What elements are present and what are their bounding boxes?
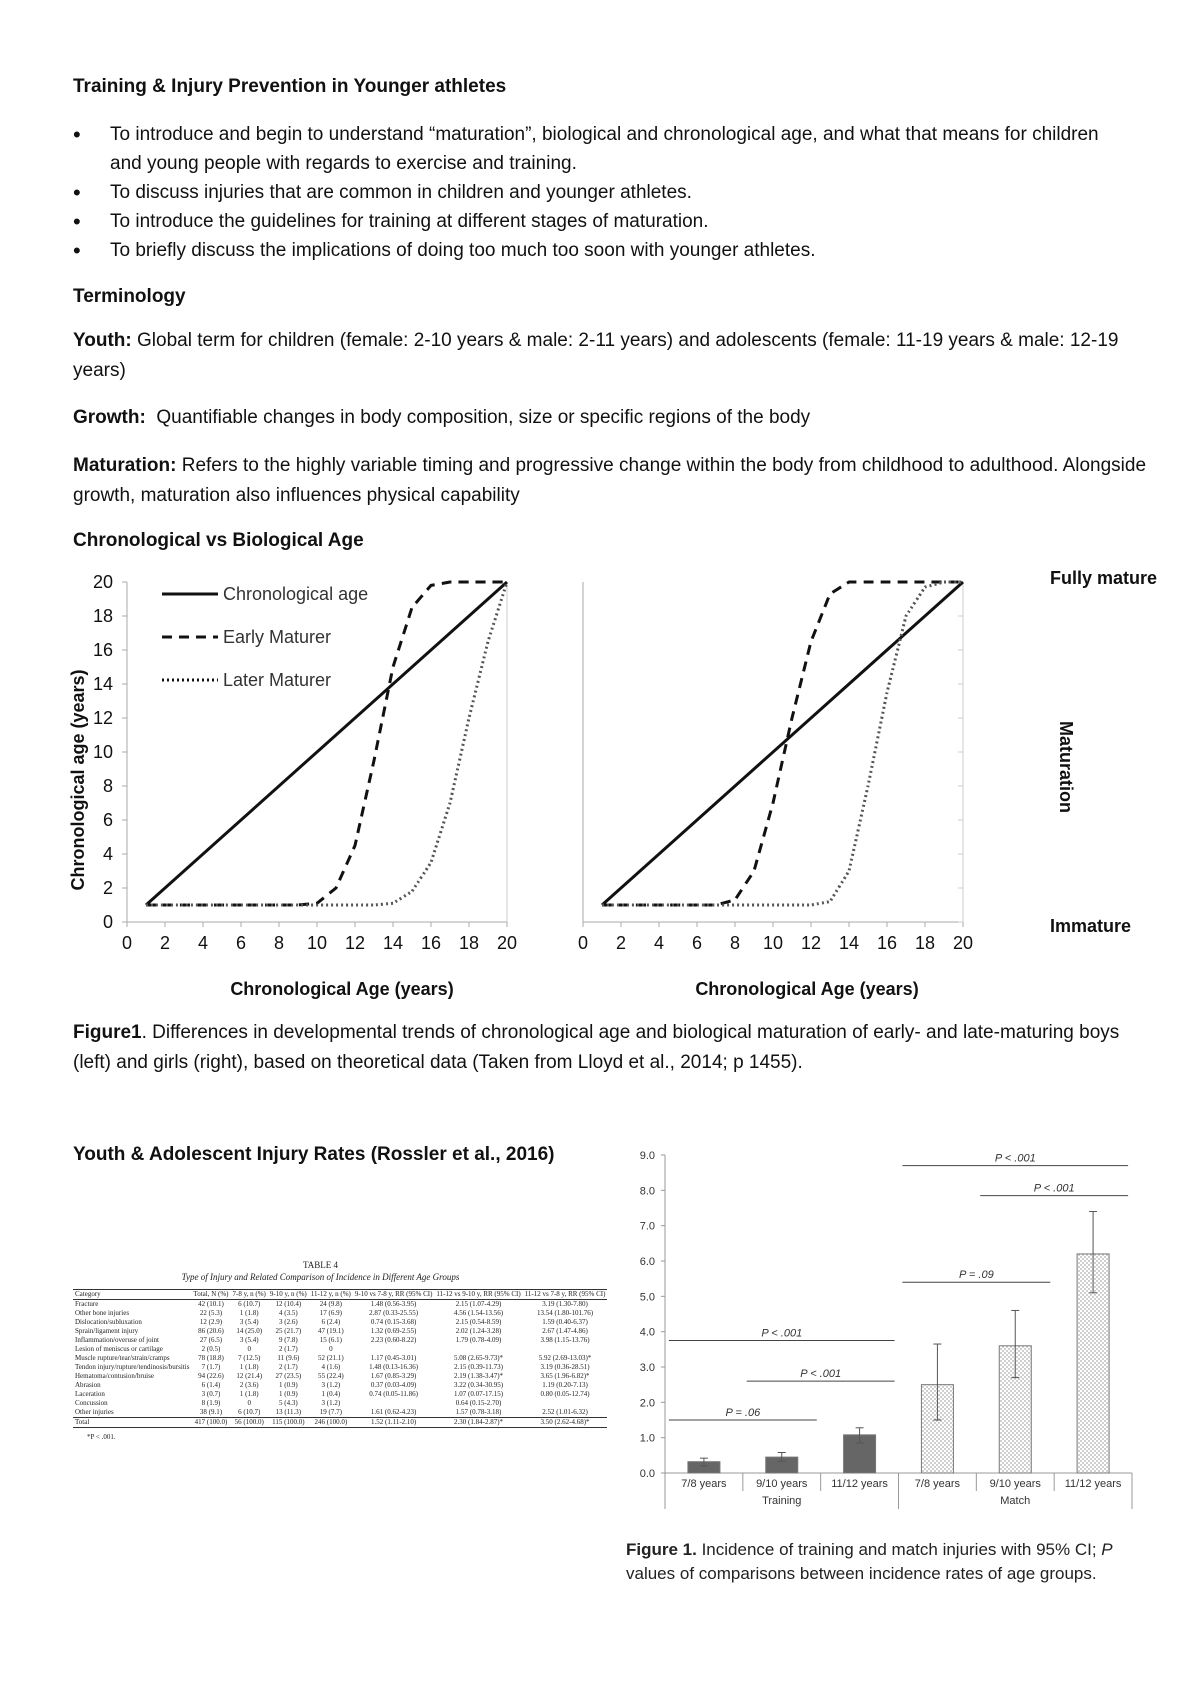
table-cell: 3 (1.2) <box>321 1381 341 1389</box>
x-tick-label: 16 <box>876 933 898 953</box>
table-cell: 7 (1.7) <box>201 1363 221 1371</box>
x-tick-label: 10 <box>306 933 328 953</box>
table-cell: 1 (1.8) <box>239 1390 259 1398</box>
table-cell: 3.98 (1.15-13.76) <box>540 1336 590 1344</box>
column-header: Total, N (%) <box>193 1290 229 1298</box>
column-header: 7-8 y, n (%) <box>232 1290 266 1298</box>
list-item: • To introduce the guidelines for training at different stages of maturation. <box>73 207 1133 236</box>
table-cell: 3.19 (1.30-7.80) <box>542 1300 588 1308</box>
table-cell: Concussion <box>75 1399 108 1407</box>
y-tick-label: 4.0 <box>639 1326 655 1339</box>
table-row <box>73 1336 607 1345</box>
table-cell: 2 (3.6) <box>239 1381 259 1389</box>
x-tick-label: 20 <box>496 933 518 953</box>
definition-term: Maturation: <box>73 455 177 476</box>
table-cell: 1.07 (0.07-17.15) <box>454 1390 504 1398</box>
table-cell: 12 (21.4) <box>236 1372 263 1380</box>
table-cell: 38 (9.1) <box>199 1408 223 1416</box>
table-cell: 1.32 (0.69-2.55) <box>370 1327 417 1335</box>
table-row <box>73 1327 607 1336</box>
x-tick-label: 16 <box>420 933 442 953</box>
x-tick-label: 7/8 years <box>681 1478 727 1490</box>
definition-text: Refers to the highly variable timing and progressive change within the body from childhood to adulthood. Alongside growth, maturation also influences physical capability <box>73 455 1147 506</box>
table-cell: Other injuries <box>75 1408 114 1416</box>
table-cell: 78 (18.8) <box>198 1354 224 1362</box>
table-cell: 2.23 (0.60-8.22) <box>370 1336 417 1344</box>
table-cell: 52 (21.1) <box>317 1354 344 1362</box>
definition-term: Growth: <box>73 407 146 428</box>
column-header: 9-10 y, n (%) <box>269 1290 307 1298</box>
incidence-bar-chart <box>620 1140 1140 1535</box>
table-cell: 22 (5.3) <box>199 1309 223 1317</box>
table-cell: 3.65 (1.96-6.82)* <box>540 1372 590 1380</box>
y-tick-label: 14 <box>92 674 113 694</box>
y-tick-label: 6.0 <box>639 1256 655 1268</box>
comparison-label: P < .001 <box>994 1152 1036 1165</box>
table-cell: 0.80 (0.05-12.74) <box>540 1390 590 1398</box>
table-cell: 2.67 (1.47-4.86) <box>542 1327 588 1335</box>
table-cell: 25 (21.7) <box>275 1327 302 1335</box>
table-cell: 1.57 (0.78-3.18) <box>455 1408 502 1416</box>
table-subtitle: Type of Injury and Related Comparison of Incidence in Different Age Groups <box>181 1272 460 1282</box>
table-cell: 2 (1.7) <box>278 1345 298 1353</box>
table-cell: 8 (1.9) <box>201 1399 221 1407</box>
list-item: • To briefly discuss the implications of doing too much too soon with younger athletes. <box>73 236 1133 265</box>
table-cell: 14 (25.0) <box>236 1327 263 1335</box>
table-cell: 0 <box>329 1345 333 1353</box>
x-tick-label: 10 <box>762 933 784 953</box>
x-tick-label: 9/10 years <box>989 1478 1041 1490</box>
x-tick-label: 8 <box>273 933 285 953</box>
comparison-label: P < .001 <box>800 1368 842 1381</box>
y-tick-label: 8.0 <box>639 1185 655 1198</box>
table-cell: 1.48 (0.13-16.36) <box>369 1363 419 1371</box>
x-tick-label: 18 <box>914 933 936 953</box>
table-cell: 5.92 (2.69-13.03)* <box>538 1354 592 1362</box>
fully-mature-label: Fully mature <box>1050 568 1158 588</box>
table-row <box>73 1309 607 1318</box>
chronological-age-line <box>602 582 963 905</box>
table-cell: 2.19 (1.38-3.47)* <box>454 1372 504 1380</box>
table-cell: 0.64 (0.15-2.70) <box>455 1399 502 1407</box>
table-row <box>73 1354 607 1363</box>
x-tick-label: 14 <box>382 933 404 953</box>
table-cell: Sprain/ligament injury <box>75 1327 139 1335</box>
comparison-label: P < .001 <box>1033 1182 1075 1195</box>
caption-p: P <box>1101 1540 1113 1559</box>
definition-text: Quantifiable changes in body composition, size or specific regions of the body <box>145 407 811 428</box>
column-header: 11-12 vs 7-8 y, RR (95% CI) <box>524 1290 606 1298</box>
table-cell: 1.79 (0.78-4.09) <box>455 1336 502 1344</box>
table-cell: 2.15 (1.07-4.29) <box>455 1300 502 1308</box>
table-cell: 11 (9.6) <box>277 1354 300 1362</box>
legend-early: Early Maturer <box>223 627 332 647</box>
table-cell: 7 (12.5) <box>238 1354 261 1362</box>
table-row <box>73 1408 607 1418</box>
table-cell: 1 (0.9) <box>278 1390 298 1398</box>
x-axis-label-left: Chronological Age (years) <box>230 979 454 999</box>
table-cell: 15 (6.1) <box>319 1336 342 1344</box>
table-cell: 12 (2.9) <box>199 1318 223 1326</box>
x-tick-label: 7/8 years <box>914 1478 961 1490</box>
y-tick-label: 0 <box>102 912 113 932</box>
x-tick-label: 0 <box>577 933 589 953</box>
table-row <box>73 1372 607 1381</box>
table-cell: 42 (10.1) <box>198 1300 224 1308</box>
legend-later: Later Maturer <box>223 670 332 690</box>
y-tick-label: 12 <box>92 708 113 728</box>
table-cell: Dislocation/subluxation <box>75 1318 142 1326</box>
maturation-charts <box>60 560 1160 1010</box>
table-cell <box>523 1399 608 1408</box>
table-cell <box>434 1345 522 1354</box>
table-cell: 2.87 (0.33-25.55) <box>369 1309 419 1317</box>
x-tick-label: 4 <box>653 933 665 953</box>
list-item: • To discuss injuries that are common in children and younger athletes. <box>73 178 1133 207</box>
chrono-heading: Chronological vs Biological Age <box>73 530 364 551</box>
y-tick-label: 9.0 <box>639 1150 655 1162</box>
column-header: 11-12 y, n (%) <box>310 1290 351 1298</box>
y-tick-label: 20 <box>92 572 113 592</box>
table-cell: 1.61 (0.62-4.23) <box>370 1408 417 1416</box>
table-cell: Laceration <box>75 1390 105 1398</box>
figure2-caption <box>626 1538 1146 1586</box>
table-cell: 1.17 (0.45-3.01) <box>370 1354 417 1362</box>
table-cell: 17 (6.9) <box>319 1309 342 1317</box>
table-cell: 3 (5.4) <box>239 1318 259 1326</box>
definition-maturation <box>73 451 1148 511</box>
table-cell: Total <box>75 1418 90 1426</box>
table-cell: 3.22 (0.34-30.95) <box>454 1381 504 1389</box>
table-cell: 2 (0.5) <box>201 1345 221 1353</box>
table-cell: 2.30 (1.84-2.87)* <box>454 1418 504 1426</box>
y-tick-label: 4 <box>102 844 113 864</box>
table-cell: 13 (11.3) <box>275 1408 302 1416</box>
x-tick-label: 8 <box>729 933 741 953</box>
y-tick-label: 6 <box>102 810 113 830</box>
table-row <box>73 1363 607 1372</box>
table-cell: Lesion of meniscus or cartilage <box>75 1345 163 1353</box>
table-cell: 3 (5.4) <box>239 1336 259 1344</box>
page-title: Training & Injury Prevention in Younger athletes <box>73 76 507 97</box>
x-tick-label: 18 <box>458 933 480 953</box>
table-cell: 1 (0.9) <box>278 1381 298 1389</box>
table-cell: 4.56 (1.54-13.56) <box>454 1309 504 1317</box>
table-cell: 0.74 (0.05-11.86) <box>369 1390 419 1398</box>
table-cell: Abrasion <box>75 1381 101 1389</box>
table-cell: 27 (6.5) <box>199 1336 223 1344</box>
table-row <box>73 1381 607 1390</box>
table-row <box>73 1418 607 1428</box>
figure1-caption <box>73 1018 1143 1078</box>
table-cell: 0.74 (0.15-3.68) <box>370 1318 417 1326</box>
caption-text-end: values of comparisons between incidence rates of age groups. <box>626 1564 1097 1583</box>
y-tick-label: 5.0 <box>639 1291 655 1304</box>
table-cell: 3 (1.2) <box>321 1399 341 1407</box>
y-tick-label: 0.0 <box>639 1468 655 1480</box>
table-cell: 0 <box>247 1399 251 1407</box>
table-cell: Hematoma/contusion/bruise <box>75 1372 154 1380</box>
table-cell: 55 (22.4) <box>317 1372 344 1380</box>
comparison-label: P = .06 <box>725 1407 761 1419</box>
y-tick-label: 16 <box>92 640 113 660</box>
table-cell: Tendon injury/rupture/tendinosis/bursitis <box>75 1363 190 1371</box>
injury-table <box>73 1260 606 1441</box>
table-cell: 417 (100.0) <box>194 1418 228 1426</box>
y-tick-label: 7.0 <box>639 1220 655 1233</box>
table-row <box>73 1345 607 1354</box>
table-cell: 6 (10.7) <box>238 1408 261 1416</box>
table-cell: 1.48 (0.56-3.95) <box>370 1300 417 1308</box>
table-cell: 1 (1.8) <box>239 1309 259 1317</box>
caption-label: Figure 1. <box>626 1540 697 1559</box>
table-cell: 6 (1.4) <box>201 1381 221 1389</box>
table-cell: 3.19 (0.36-28.51) <box>540 1363 590 1371</box>
table-cell: 3.50 (2.62-4.68)* <box>540 1418 590 1426</box>
x-tick-label: 6 <box>691 933 703 953</box>
definition-term: Youth: <box>73 330 132 351</box>
table-cell: 47 (19.1) <box>317 1327 344 1335</box>
table-cell: 2.15 (0.39-11.73) <box>454 1363 503 1371</box>
table-cell: 2.02 (1.24-3.28) <box>455 1327 502 1335</box>
table-footnote: *P < .001. <box>87 1433 116 1441</box>
list-item: • To introduce and begin to understand “maturation”, biological and chronological age, and what that means for children and young people with regards to exercise and training. <box>73 120 1133 178</box>
y-tick-label: 10 <box>92 742 113 762</box>
y-tick-label: 2 <box>102 878 113 898</box>
table-cell: 9 (7.8) <box>278 1336 298 1344</box>
table-cell: 4 (3.5) <box>278 1309 298 1317</box>
table-cell: 115 (100.0) <box>272 1418 305 1426</box>
girls-maturation-chart <box>578 582 973 953</box>
table-cell: 5.08 (2.65-9.73)* <box>454 1354 504 1362</box>
table-cell <box>523 1345 608 1354</box>
table-row <box>73 1318 607 1327</box>
group-label: Training <box>762 1495 802 1507</box>
table-cell: 13.54 (1.80-101.76) <box>537 1309 594 1317</box>
table-cell: 3 (2.6) <box>278 1318 298 1326</box>
table-cell: 3 (0.7) <box>201 1390 221 1398</box>
table-title: TABLE 4 <box>302 1260 339 1270</box>
objectives-list <box>73 120 1133 265</box>
terminology-heading: Terminology <box>73 286 186 307</box>
table-cell: 2.15 (0.54-8.59) <box>455 1318 502 1326</box>
x-tick-label: 2 <box>159 933 171 953</box>
x-tick-label: 9/10 years <box>756 1478 808 1490</box>
maturation-axis-label: Maturation <box>1056 721 1076 813</box>
table-row <box>73 1390 607 1399</box>
table-cell: 1.59 (0.40-6.37) <box>542 1318 588 1326</box>
table-cell: 1.67 (0.85-3.29) <box>370 1372 417 1380</box>
x-axis-label-right: Chronological Age (years) <box>695 979 919 999</box>
y-tick-label: 8 <box>102 776 113 796</box>
x-tick-label: 0 <box>121 933 133 953</box>
x-tick-label: 14 <box>838 933 860 953</box>
definition-text: Global term for children (female: 2-10 years & male: 2-11 years) and adolescents (female: 11-19 years & male: 12-19 years) <box>73 330 1119 381</box>
table-cell: 24 (9.8) <box>319 1300 342 1308</box>
table-cell: 5 (4.3) <box>278 1399 298 1407</box>
x-tick-label: 12 <box>344 933 366 953</box>
table-cell: 1 (0.4) <box>321 1390 341 1398</box>
definition-youth <box>73 326 1148 386</box>
legend-chronological: Chronological age <box>223 584 369 604</box>
table-cell: 6 (10.7) <box>238 1300 261 1308</box>
table-cell: Other bone injuries <box>75 1309 130 1317</box>
immature-label: Immature <box>1050 916 1132 936</box>
table-header-row <box>73 1290 607 1300</box>
definition-growth <box>73 403 1148 433</box>
y-tick-label: 3.0 <box>639 1362 655 1374</box>
y-tick-label: 1.0 <box>639 1432 655 1445</box>
column-header: 11-12 vs 9-10 y, RR (95% CI) <box>436 1290 521 1298</box>
table-cell: 1 (1.8) <box>239 1363 259 1371</box>
comparison-label: P < .001 <box>761 1327 803 1340</box>
column-header: 9-10 vs 7-8 y, RR (95% CI) <box>354 1290 433 1298</box>
table-cell: Fracture <box>75 1300 99 1308</box>
table-cell: 4 (1.6) <box>321 1363 341 1371</box>
table-cell <box>353 1399 435 1408</box>
table-cell: 86 (20.6) <box>198 1327 224 1335</box>
x-tick-label: 11/12 years <box>1064 1478 1122 1490</box>
chart-legend <box>162 584 368 690</box>
x-tick-label: 2 <box>615 933 627 953</box>
group-label: Match <box>1000 1495 1031 1507</box>
table-cell: 2 (1.7) <box>278 1363 298 1371</box>
table-cell: 27 (23.5) <box>275 1372 302 1380</box>
x-tick-label: 12 <box>800 933 822 953</box>
table-cell: 0 <box>247 1345 251 1353</box>
table-cell: Muscle rupture/tear/strain/cramps <box>75 1354 170 1362</box>
table-cell: 1.52 (1.11-2.10) <box>371 1418 417 1426</box>
caption-text: . Differences in developmental trends of chronological age and biological maturation of early- and late-maturing boys (left) and girls (right), based on theoretical data (Taken from Lloyd et al., 2014; p 1455). <box>73 1022 1120 1073</box>
table-cell: 1.19 (0.20-7.13) <box>542 1381 588 1389</box>
table-cell: 19 (7.7) <box>319 1408 342 1416</box>
table-cell: 246 (100.0) <box>314 1418 348 1426</box>
x-tick-label: 11/12 years <box>831 1478 888 1490</box>
caption-label: Figure1 <box>73 1022 142 1043</box>
table-cell: 2.52 (1.01-6.32) <box>542 1408 588 1416</box>
y-axis-label: Chronological age (years) <box>68 669 88 891</box>
injury-heading: Youth & Adolescent Injury Rates (Rossler et al., 2016) <box>73 1144 555 1165</box>
x-tick-label: 20 <box>952 933 974 953</box>
table-cell: Inflammation/overuse of joint <box>75 1336 159 1344</box>
x-tick-label: 4 <box>197 933 209 953</box>
table-cell: 12 (10.4) <box>275 1300 302 1308</box>
comparison-label: P = .09 <box>958 1269 994 1282</box>
table-cell <box>353 1345 435 1354</box>
table-cell: 56 (100.0) <box>234 1418 264 1426</box>
table-cell: 94 (22.6) <box>198 1372 224 1380</box>
y-tick-label: 18 <box>92 606 113 626</box>
caption-text: Incidence of training and match injuries with 95% CI; <box>696 1540 1102 1559</box>
y-tick-label: 2.0 <box>639 1397 655 1410</box>
table-row <box>73 1399 607 1408</box>
table-cell: 6 (2.4) <box>321 1318 341 1326</box>
x-tick-label: 6 <box>235 933 247 953</box>
table-row <box>73 1300 607 1310</box>
table-cell: 0.37 (0.03-4.09) <box>370 1381 417 1389</box>
column-header: Category <box>75 1290 101 1298</box>
